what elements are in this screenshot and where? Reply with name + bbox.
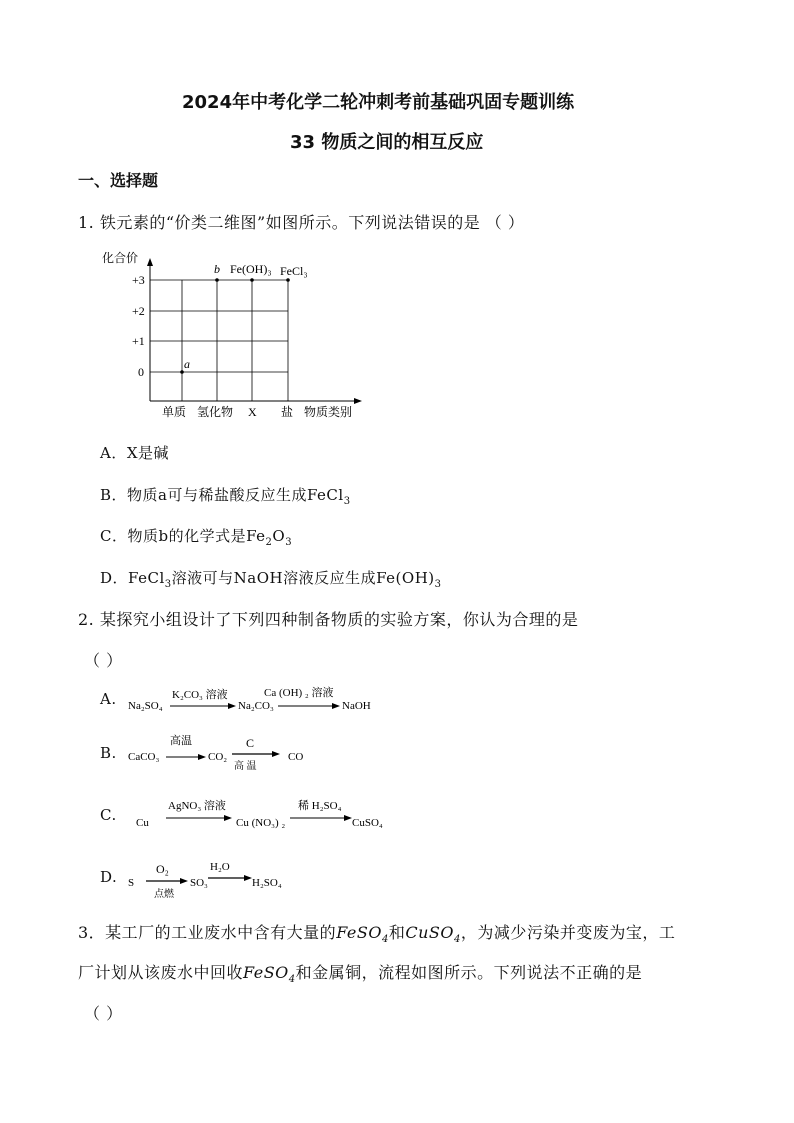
q2-option-a-letter[interactable]: A. <box>100 690 117 708</box>
option-text: A．X是碱 <box>100 444 170 462</box>
formula: FeSO <box>243 963 289 982</box>
page-title: 2024年中考化学二轮冲刺考前基础巩固专题训练 <box>182 92 575 113</box>
point-fecl3 <box>286 278 290 282</box>
q2-option-a-scheme <box>128 684 388 718</box>
question-3-line-1 <box>78 920 675 945</box>
option-text: B．物质a可与稀盐酸反应生成FeCl <box>100 486 344 504</box>
subscript: 3 <box>343 496 351 507</box>
y-tick: 0 <box>138 365 144 379</box>
point-fecl3-label: FeCl₃ <box>280 264 308 278</box>
substance: S <box>128 877 135 889</box>
question-3-line-2 <box>78 960 642 985</box>
formula: FeSO <box>336 923 382 942</box>
text: 厂计划从该废水中回收 <box>78 963 244 982</box>
condition: O₂ <box>156 862 169 876</box>
subscript: 4 <box>288 974 296 986</box>
subscript: 3 <box>285 537 293 548</box>
substance: CO₂ <box>208 751 228 763</box>
substance: Cu (NO₃) ₂ <box>236 817 286 829</box>
q2-option-c-letter[interactable]: C. <box>100 806 117 824</box>
text: 和金属铜，流程如图所示。下列说法不正确的是 <box>295 963 643 982</box>
y-axis-arrow <box>147 258 153 266</box>
page-subtitle: 33 物质之间的相互反应 <box>290 132 484 153</box>
substance: SO₃ <box>190 877 208 889</box>
point-b-label: b <box>214 262 220 276</box>
q2-option-d-scheme <box>128 856 308 900</box>
q1-option-a[interactable] <box>100 442 169 463</box>
text: 和 <box>388 923 406 942</box>
condition: 稀 H₂SO₄ <box>298 800 342 812</box>
subscript: 4 <box>453 934 461 946</box>
y-tick: +3 <box>132 273 145 287</box>
q1-option-c[interactable] <box>100 525 292 548</box>
text: 3．某工厂的工业废水中含有大量的 <box>78 923 337 942</box>
condition: 点燃 <box>154 889 174 900</box>
point-feoh3-label: Fe(OH)₃ <box>230 262 272 276</box>
q2-option-c-scheme <box>136 796 396 836</box>
x-tick: 单质 <box>162 405 187 419</box>
subscript: 2 <box>265 537 273 548</box>
condition: AgNO₃ 溶液 <box>168 800 226 812</box>
formula: CuSO <box>405 923 454 942</box>
point-b <box>215 278 219 282</box>
q2-option-b-letter[interactable]: B. <box>100 744 117 762</box>
y-axis-label: 化合价 <box>102 251 139 265</box>
condition: K₂CO₃ 溶液 <box>172 689 228 701</box>
condition: C <box>246 736 255 750</box>
option-text: 溶液可与NaOH溶液反应生成Fe(OH) <box>171 569 435 587</box>
condition: Ca (OH) ₂ 溶液 <box>264 687 334 699</box>
x-tick: X <box>248 405 257 419</box>
condition: H₂O <box>210 861 230 873</box>
substance: Na₂CO₃ <box>238 700 274 712</box>
option-text: O <box>272 527 286 545</box>
subscript: 4 <box>381 934 389 946</box>
question-1-stem: 1. 铁元素的“价类二维图”如图所示。下列说法错误的是 （ ） <box>78 213 525 232</box>
condition: 高 温 <box>234 761 257 772</box>
y-tick: +2 <box>132 304 145 318</box>
q2-option-d-letter[interactable]: D. <box>100 868 118 886</box>
substance: CuSO₄ <box>352 817 383 829</box>
option-text: D．FeCl <box>100 569 165 587</box>
x-tick: 氢化物 <box>197 405 234 419</box>
substance: Na₂SO₄ <box>128 700 163 712</box>
text: ，为减少污染并变废为宝，工 <box>460 923 676 942</box>
point-feoh3 <box>250 278 254 282</box>
option-text: C．物质b的化学式是Fe <box>100 527 266 545</box>
question-2-stem: 2. 某探究小组设计了下列四种制备物质的实验方案，你认为合理的是 <box>78 610 579 629</box>
question-2-paren: （ ） <box>84 651 123 670</box>
substance: NaOH <box>342 700 371 712</box>
valence-category-chart <box>96 246 376 426</box>
question-3-paren: （ ） <box>84 1004 123 1023</box>
q1-option-d[interactable] <box>100 567 442 590</box>
subscript: 3 <box>434 579 442 590</box>
x-axis-label: 物质类别 <box>304 405 353 419</box>
q2-option-b-scheme <box>128 732 328 776</box>
substance: H₂SO₄ <box>252 877 282 889</box>
q1-option-b[interactable] <box>100 484 351 507</box>
substance: CaCO₃ <box>128 751 160 763</box>
x-tick: 盐 <box>281 405 294 419</box>
point-a-label: a <box>184 357 190 371</box>
condition: 高温 <box>170 735 192 747</box>
x-axis-arrow <box>354 398 362 404</box>
substance: CO <box>288 751 304 763</box>
subscript: 3 <box>164 579 172 590</box>
y-tick: +1 <box>132 334 145 348</box>
grid <box>150 280 288 401</box>
section-heading: 一、选择题 <box>78 171 159 190</box>
substance: Cu <box>136 817 149 829</box>
